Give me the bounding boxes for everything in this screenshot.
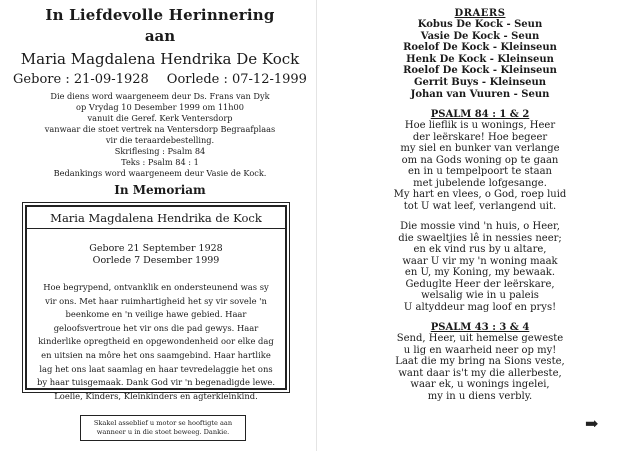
memoriam-died: Oorlede 7 Desember 1999	[92, 255, 220, 266]
verse-line: Die mossie vind 'n huis, o Heer,	[400, 221, 560, 233]
verse-line: want daar is't my die allerbeste,	[398, 367, 562, 379]
verse-line: die swaeltjies lê in nessies neer;	[398, 232, 562, 244]
verse-line: waar U vir my 'n woning maak	[402, 255, 558, 267]
bearer-item: Roelof De Kock - Kleinseun	[403, 65, 557, 77]
deceased-name: Maria Magdalena Hendrika De Kock	[20, 50, 300, 68]
service-line: Bedankings word waargeneem deur Vasie de Kock.	[53, 168, 267, 178]
psalm-84-verse-2	[330, 221, 630, 313]
memoriam-paragraph	[27, 281, 285, 403]
service-line: op Vrydag 10 Desember 1999 om 11h00	[76, 102, 244, 112]
paragraph-line: geloofsvertroue het vir ons die pad gewys. Haar	[53, 322, 259, 333]
paragraph-line: en uitsien na môre het ons saamgebind. Haar hartlike	[41, 349, 271, 360]
psalm-43-heading: PSALM 43 : 3 & 4	[430, 322, 530, 334]
verse-line: om na Gods woning op te gaan	[401, 154, 559, 166]
psalm-43-verse	[330, 333, 630, 402]
verse-line: my in u diens verbly.	[427, 390, 533, 402]
service-line: Teks : Psalm 84 : 1	[121, 157, 199, 167]
bearer-item: Gerrit Buys - Kleinseun	[413, 76, 547, 88]
verse-line: en ek vind rus by u altare,	[413, 244, 547, 256]
card-title: In Liefdevolle Herinnering	[45, 6, 275, 24]
paragraph-line: by haar tuisgemaak. Dank God vir 'n begenadigde lewe.	[36, 377, 276, 388]
service-line: Skriflesing : Psalm 84	[114, 146, 206, 156]
birth-date: Gebore : 21-09-1928	[13, 72, 149, 87]
psalm-84-verse-1	[330, 120, 630, 212]
bearer-item: Roelof De Kock - Kleinseun	[403, 42, 557, 54]
memoriam-name: Maria Magdalena Hendrika de Kock	[50, 211, 262, 225]
paragraph-line: kinderlike opregtheid en opgewondenheid oor elke dag	[38, 336, 274, 347]
verse-line: Geduglte Heer der leërskare,	[405, 278, 555, 290]
note-line: Skakel asseblief u motor se hooftigte aan	[93, 419, 233, 427]
left-panel	[10, 4, 310, 197]
verse-line: Hoe lieflik is u wonings, Heer	[404, 120, 556, 132]
verse-line: welsalig wie in u paleis	[421, 290, 539, 302]
service-line: vanwaar die stoet vertrek na Ventersdorp Begraafplaas	[44, 124, 276, 134]
aan-text: aan	[144, 27, 176, 45]
memoriam-born: Gebore 21 September 1928	[89, 243, 223, 254]
paragraph-line: lag het ons laat saamlag en haar tevredelaggie het ons	[39, 363, 273, 374]
verse-line: der leërskare! Hoe begeer	[412, 131, 548, 143]
verse-line: Send, Heer, uit hemelse geweste	[396, 333, 564, 345]
verse-line: u lig en waarheid neer op my!	[403, 344, 557, 356]
paragraph-line: vir ons. Met haar ruimhartigheid het sy vir sovele 'n	[45, 295, 267, 306]
paragraph-line: Hoe begrypend, ontvanklik en ondersteunend was sy	[43, 282, 269, 292]
in-memoriam-heading: In Memoriam	[114, 183, 206, 197]
verse-line: U altyddeur mag loof en prys!	[403, 301, 557, 313]
procession-note	[80, 415, 246, 441]
verse-line: Laat die my bring na Sions veste,	[395, 356, 565, 368]
verse-line: waar ek, u wonings ingelei,	[410, 379, 550, 391]
memoriam-divider	[27, 228, 285, 229]
verse-line: My hart en vlees, o God, roep luid	[393, 189, 567, 201]
bearer-item: Johan van Vuuren - Seun	[410, 88, 550, 100]
bearers-heading: DRAERS	[454, 8, 506, 19]
verse-line: en U, my Koning, my bewaak.	[404, 267, 556, 279]
service-line: vanuit die Geref. Kerk Ventersdorp	[87, 113, 233, 123]
dates-line	[10, 72, 310, 87]
verse-line: met jubelende lofgesange.	[413, 177, 547, 189]
service-details	[10, 91, 310, 179]
service-line: vir die teraardebestelling.	[105, 135, 215, 145]
bearer-item: Vasie De Kock - Seun	[420, 30, 540, 42]
bearers-list	[330, 19, 630, 100]
memoriam-box	[25, 205, 287, 401]
note-line: wanneer u in die stoet beweeg. Dankie.	[96, 428, 230, 436]
paragraph-line: Loelie, Kinders, Kleinkinders en agterkleinkind.	[54, 390, 258, 401]
verse-line: en in u tempelpoort te staan	[408, 166, 552, 178]
bearer-item: Kobus De Kock - Seun	[417, 19, 543, 30]
bearer-item: Henk De Kock - Kleinseun	[406, 53, 554, 65]
verse-line: tot U wat leef, verlangend uit.	[403, 200, 557, 212]
verse-line: my siel en bunker van verlange	[400, 143, 560, 155]
psalm-84-heading: PSALM 84 : 1 & 2	[430, 109, 530, 121]
paragraph-line: beenkome en 'n veilige hawe gebied. Haar	[65, 309, 247, 320]
service-line: Die diens word waargeneem deur Ds. Frans van Dyk	[50, 91, 270, 101]
fold-line	[316, 0, 317, 451]
memoriam-dates	[27, 243, 285, 267]
death-date: Oorlede : 07-12-1999	[166, 72, 307, 87]
right-panel	[330, 4, 630, 402]
arrow-right-icon: ➡	[585, 414, 599, 433]
